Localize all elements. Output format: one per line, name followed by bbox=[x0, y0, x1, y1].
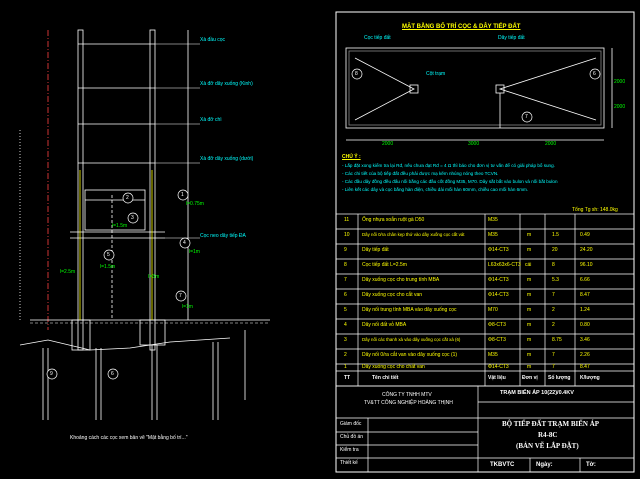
row-11-mat: M35 bbox=[488, 217, 498, 223]
row-5-unit: m bbox=[527, 307, 532, 313]
dim-l15-a: l=1.5m bbox=[112, 223, 128, 229]
row-9-tt: 9 bbox=[344, 247, 347, 253]
note-line-3: - Các đầu dây đồng đều đấu nối bằng các đầu cốt đồng M35, M70. Dây sắt bắt vào bulon và nối bằt bulon bbox=[342, 179, 558, 184]
row-3-kg: 3.46 bbox=[580, 337, 590, 343]
plan-marker-text-7: 7 bbox=[525, 114, 528, 120]
tb-code: TKBVTC bbox=[490, 462, 515, 468]
dim-l1-a: l=1m bbox=[189, 249, 200, 255]
header-unit: Đơn vị bbox=[522, 375, 538, 381]
marker-text-6: 6 bbox=[111, 371, 114, 377]
row-7-name: Dây xuống cọc cho trung tính MBA bbox=[362, 277, 440, 283]
header-qty: Số lượng bbox=[548, 375, 571, 381]
materials-table-grid bbox=[336, 214, 634, 386]
project-name: TRẠM BIẾN ÁP 10(22)/0.4KV bbox=[500, 390, 574, 396]
marker-text-1: 1 bbox=[181, 192, 184, 198]
dim-l3: I=3m bbox=[148, 274, 160, 280]
label-xa-dau-coc: Xà đầu cọc bbox=[200, 37, 226, 43]
note-line-1: - Lắp đặt xong kiểm tra lại Rđ, nếu chưa đạt Rđ = 4 Ω thì báo cho đơn vị tư vấn để có giải pháp bổ sung. bbox=[342, 163, 555, 168]
drawing-title-3: (BẢN VẼ LẮP ĐẶT) bbox=[516, 442, 579, 450]
plan-dim-h3: 2000 bbox=[545, 141, 557, 147]
row-6-kg: 8.47 bbox=[580, 292, 590, 298]
plan-markers bbox=[352, 69, 600, 122]
dim-l15-b: l=1.5m bbox=[100, 264, 116, 270]
row-3-name: Dây nối các thanh xà vào dây xuống cọc cắt xà (6) bbox=[362, 337, 461, 342]
row-2-tt: 2 bbox=[344, 352, 347, 358]
drawing-title-1: BỘ TIẾP ĐẤT TRẠM BIẾN ÁP bbox=[502, 420, 600, 428]
dim-l1-b: l=1m bbox=[182, 304, 193, 310]
marker-text-5: 5 bbox=[107, 252, 110, 258]
row-7-tt: 7 bbox=[344, 277, 347, 283]
row-1-qty: 7 bbox=[552, 364, 555, 370]
row-6-unit: m bbox=[527, 292, 532, 298]
row-2-qty: 7 bbox=[552, 352, 555, 358]
tb-row-kiem-tra: Kiểm tra bbox=[340, 447, 359, 453]
elevation-leaders bbox=[155, 44, 200, 238]
row-4-kg: 0.80 bbox=[580, 322, 590, 328]
row-7-unit: m bbox=[527, 277, 532, 283]
row-2-mat: M35 bbox=[488, 352, 498, 358]
row-4-tt: 4 bbox=[344, 322, 347, 328]
row-4-qty: 2 bbox=[552, 322, 555, 328]
row-2-name: Dây nối 0/ra cắt van vào dây xuống cọc (1) bbox=[362, 352, 458, 358]
plan-label-day: Dây tiếp đất bbox=[498, 35, 525, 41]
row-3-qty: 8.75 bbox=[552, 337, 562, 343]
row-8-kg: 96.10 bbox=[580, 262, 593, 268]
row-4-name: Dây nối đất vỏ MBA bbox=[362, 322, 407, 328]
row-3-unit: m bbox=[527, 337, 532, 343]
row-10-name: Dây nối 0/ra chân kẹp thứ vào dây xuống cọc cắt vát bbox=[362, 232, 465, 237]
row-6-name: Dây xuống cọc cho cắt van bbox=[362, 292, 423, 298]
row-1-unit: m bbox=[527, 364, 532, 370]
row-7-mat: Φ14-CT3 bbox=[488, 277, 509, 283]
row-7-kg: 6.66 bbox=[580, 277, 590, 283]
row-5-kg: 1.24 bbox=[580, 307, 590, 313]
tb-row-giam-doc: Giám đốc bbox=[340, 421, 362, 427]
label-coc-neo: Cọc neo dây tiếp ĐA bbox=[200, 233, 246, 239]
marker-text-2: 2 bbox=[126, 195, 129, 201]
plan-title: MẶT BẰNG BỐ TRÍ CỌC & DÂY TIẾP ĐẤT bbox=[402, 24, 521, 30]
row-9-qty: 20 bbox=[552, 247, 558, 253]
header-mat: Vật liệu bbox=[488, 375, 506, 381]
row-7-qty: 5.3 bbox=[552, 277, 559, 283]
tb-row-thiet-ke: Thiết kế bbox=[340, 460, 358, 466]
elevation-footnote: Khoảng cách các cọc xem bản vẽ "Mặt bằng bố trí..." bbox=[70, 435, 188, 441]
header-tt: TT bbox=[344, 375, 351, 381]
row-9-kg: 24.20 bbox=[580, 247, 593, 253]
note-line-4: - Liên kết các dây và cọc bằng hàn điện, chiều dài mối hàn 60mm, chiều cao mối hàn 6mm. bbox=[342, 187, 529, 192]
plan-marker-text-8: 8 bbox=[355, 71, 358, 77]
row-11-tt: 11 bbox=[344, 217, 350, 223]
row-10-mat: M35 bbox=[488, 232, 498, 238]
dim-l075: l=0.75m bbox=[186, 201, 204, 207]
row-5-mat: M70 bbox=[488, 307, 498, 313]
row-1-tt: 1 bbox=[344, 364, 347, 370]
row-1-name: Dây xuống cọc cho chất van bbox=[362, 364, 425, 370]
plan-label-cot-tram: Cột trạm bbox=[426, 71, 446, 77]
plan-dim-v2: 2000 bbox=[614, 104, 626, 110]
marker-text-4: 4 bbox=[183, 240, 186, 246]
row-10-qty: 1.5 bbox=[552, 232, 559, 238]
row-10-unit: m bbox=[527, 232, 532, 238]
row-9-unit: m bbox=[527, 247, 532, 253]
title-block-grid bbox=[336, 386, 634, 472]
row-2-kg: 2.26 bbox=[580, 352, 590, 358]
plan-marker-text-6: 6 bbox=[593, 71, 596, 77]
row-3-tt: 3 bbox=[344, 337, 347, 343]
row-3-mat: Φ8-CT3 bbox=[488, 337, 506, 343]
row-6-tt: 6 bbox=[344, 292, 347, 298]
row-9-mat: Φ14-CT3 bbox=[488, 247, 509, 253]
row-1-kg: 8.47 bbox=[580, 364, 590, 370]
elevation-markers bbox=[47, 190, 190, 379]
row-8-qty: 8 bbox=[552, 262, 555, 268]
plan-label-coc: Cọc tiếp đất bbox=[364, 35, 391, 41]
row-2-unit: m bbox=[527, 352, 532, 358]
plan-dim-h2: 3000 bbox=[468, 141, 480, 147]
plan-dim-v1: 2000 bbox=[614, 79, 626, 85]
notes-title: CHÚ Ý : bbox=[342, 154, 361, 160]
marker-text-9: 9 bbox=[50, 371, 53, 377]
row-4-mat: Φ8-CT3 bbox=[488, 322, 506, 328]
row-6-qty: 7 bbox=[552, 292, 555, 298]
plan-view bbox=[346, 48, 612, 140]
company-line-2: TV&TT CÔNG NGHIỆP HOÀNG THỊNH bbox=[364, 400, 453, 406]
row-9-name: Dây tiếp đất bbox=[362, 247, 389, 253]
tb-sheet-label: Tờ: bbox=[586, 462, 596, 468]
company-line-1: CÔNG TY TNHH MTV bbox=[382, 392, 432, 398]
row-5-name: Dây nối trung tính MBA vào dây xuống cọc bbox=[362, 307, 457, 313]
row-8-name: Cọc tiếp đất L=2.5m bbox=[362, 262, 407, 268]
row-11-name: Ống nhựa xoắn ruột gà D50 bbox=[362, 217, 425, 223]
row-6-mat: Φ14-CT3 bbox=[488, 292, 509, 298]
table-total: Tổng Tg sh: 148.0kg bbox=[572, 207, 618, 213]
tb-row-chu-do-an: Chủ đồ án bbox=[340, 434, 364, 440]
row-5-tt: 5 bbox=[344, 307, 347, 313]
row-8-tt: 8 bbox=[344, 262, 347, 268]
label-xa-do-day-xuong: Xà đỡ dây xuống (Kinh) bbox=[200, 81, 253, 87]
row-8-unit: cái bbox=[525, 262, 532, 268]
label-xa-do-chi: Xà đỡ chì bbox=[200, 117, 222, 123]
note-line-2: - Các chi tiết của bộ tiếp đất đều phải được mạ kẽm nhúng nóng theo TCVN. bbox=[342, 171, 499, 176]
header-name: Tên chi tiết bbox=[372, 375, 399, 381]
dim-l25: l=2.5m bbox=[60, 269, 76, 275]
label-xa-do-day-duoi: Xà đỡ dây xuống (dưới) bbox=[200, 156, 254, 162]
marker-text-3: 3 bbox=[131, 215, 134, 221]
row-1-mat: Φ14-CT3 bbox=[488, 364, 509, 370]
row-10-tt: 10 bbox=[344, 232, 350, 238]
elevation-view bbox=[20, 30, 270, 420]
header-kg: K/lượng bbox=[580, 375, 600, 381]
row-10-kg: 0.49 bbox=[580, 232, 590, 238]
tb-date-label: Ngày: bbox=[536, 462, 553, 468]
plan-dim-h1: 2000 bbox=[382, 141, 394, 147]
row-5-qty: 2 bbox=[552, 307, 555, 313]
marker-text-7: 7 bbox=[179, 293, 182, 299]
drawing-title-2: R4-8C bbox=[538, 431, 558, 439]
row-8-mat: L63x63x6-CT3 bbox=[488, 262, 521, 268]
row-4-unit: m bbox=[527, 322, 532, 328]
